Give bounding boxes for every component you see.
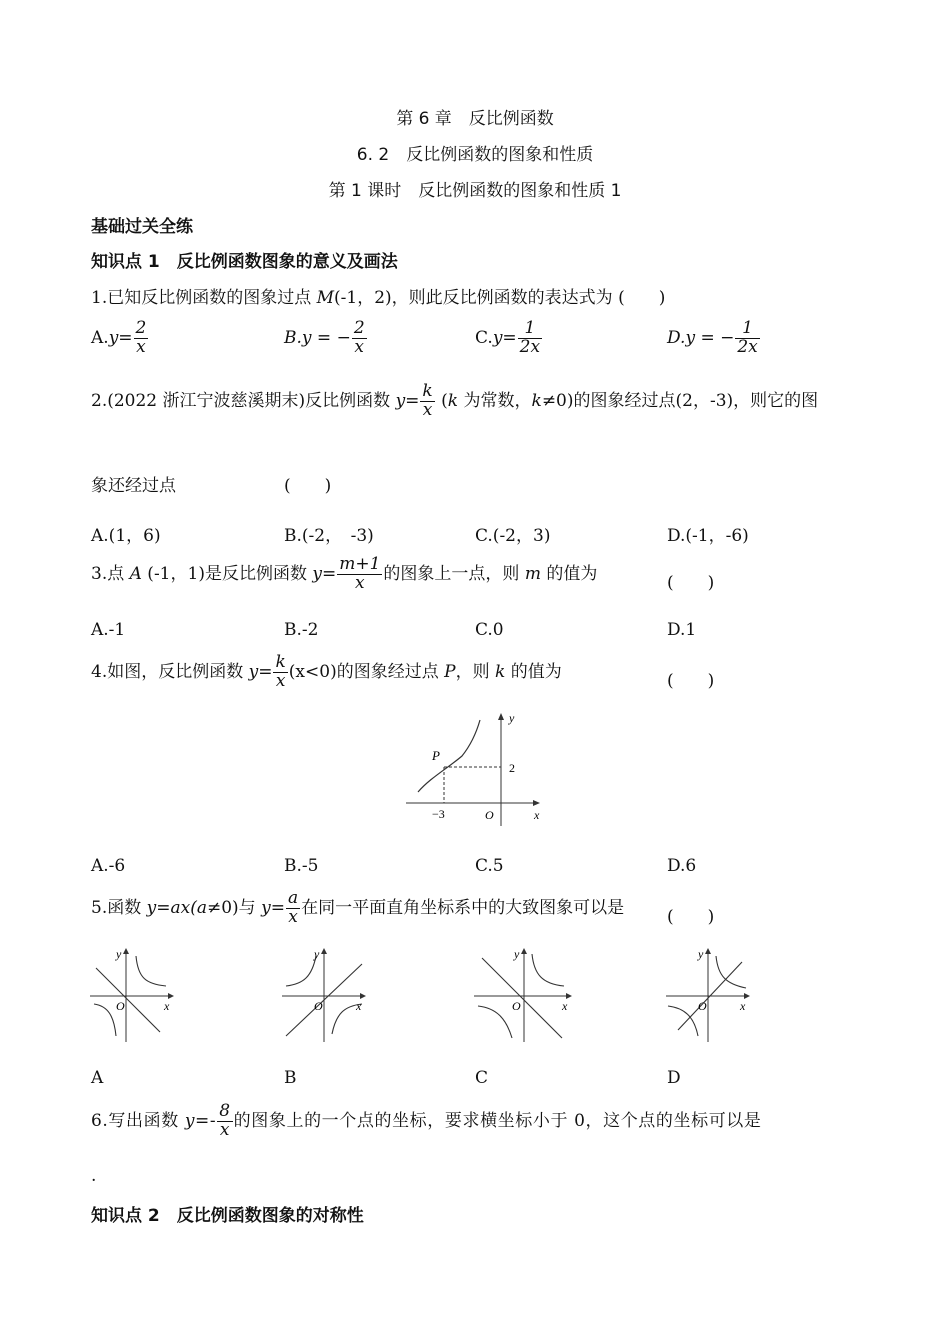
svg-text:y: y — [698, 947, 704, 961]
svg-text:x: x — [164, 999, 170, 1013]
section-heading: 基础过关全练 — [91, 217, 193, 237]
question-5-answer-paren: ( ) — [667, 907, 715, 927]
lesson-title: 第 1 课时 反比例函数的图象和性质 1 — [328, 181, 622, 201]
x-axis-arrow — [533, 800, 540, 806]
q5-option-a-label: A — [91, 1068, 104, 1088]
q2-option-b: B.(-2， -3) — [284, 526, 374, 546]
q4-option-b: B.-5 — [284, 856, 319, 876]
label-y: y — [509, 711, 515, 725]
q3-option-b: B.-2 — [284, 620, 319, 640]
q2-option-c: C.(-2，3) — [475, 526, 551, 546]
question-4: 4.如图，反比例函数 y= $\frac{k}{x}$ (x<0)的图象经过点 P，则 k 的值为 — [91, 652, 562, 691]
q5-graph-b — [280, 944, 376, 1044]
q3-option-a: A.-1 — [91, 620, 126, 640]
question-6-end: . — [91, 1166, 97, 1186]
q4-figure — [400, 706, 560, 830]
q2-option-a: A.(1，6) — [91, 526, 161, 546]
question-2-answer-paren: ( ) — [284, 476, 332, 496]
chapter-title: 第 6 章 反比例函数 — [396, 109, 554, 129]
tick-x: −3 — [432, 807, 445, 821]
svg-text:x: x — [356, 999, 362, 1013]
svg-text:O: O — [512, 999, 521, 1013]
question-4-answer-paren: ( ) — [667, 671, 715, 691]
q3-option-c: C.0 — [475, 620, 504, 640]
svg-text:y: y — [314, 947, 320, 961]
svg-text:O: O — [698, 999, 707, 1013]
q2-option-d: D.(-1，-6) — [667, 526, 749, 546]
svg-text:O: O — [314, 999, 323, 1013]
question-3-answer-paren: ( ) — [667, 573, 715, 593]
label-p: P — [432, 748, 440, 763]
q5-graph-a — [88, 944, 184, 1044]
question-2: 2.(2022 浙江宁波慈溪期末)反比例函数 y= $\frac{k}{x}$ (k 为常数，k≠0)的图象经过点(2，-3)，则它的图 — [91, 381, 819, 420]
svg-text:x: x — [740, 999, 746, 1013]
question-5: 5.函数 y=ax(a≠0)与 y= $\frac{a}{x}$ 在同一平面直角坐标系中的大致图象可以是 — [91, 888, 625, 927]
question-3: 3.点 A (-1，1)是反比例函数 y= $\frac{m+1}{x}$ 的图象上一点，则 m 的值为 — [91, 554, 598, 593]
svg-text:y: y — [116, 947, 122, 961]
section-title: 6. 2 反比例函数的图象和性质 — [356, 145, 594, 165]
question-2-line2: 象还经过点 — [91, 476, 176, 496]
q5-option-c-label: C — [475, 1068, 489, 1088]
question-1: 1.已知反比例函数的图象过点 M(-1，2)，则此反比例函数的表达式为 ( ) — [91, 288, 666, 308]
q4-option-d: D.6 — [667, 856, 697, 876]
knowledge-point-1: 知识点 1 反比例函数图象的意义及画法 — [91, 252, 398, 272]
svg-text:x: x — [562, 999, 568, 1013]
svg-text:y: y — [514, 947, 520, 961]
q1-option-b: B.y = − $\frac{2}{x}$ — [284, 318, 365, 357]
tick-y: 2 — [509, 761, 515, 775]
q5-graph-d — [664, 944, 760, 1044]
q5-option-d-label: D — [667, 1068, 681, 1088]
knowledge-point-2: 知识点 2 反比例函数图象的对称性 — [91, 1206, 364, 1226]
y-axis-arrow — [498, 713, 504, 720]
q1-option-c: C.y= $\frac{1}{2x}$ — [475, 318, 541, 357]
q5-graph-c — [472, 944, 580, 1044]
q4-option-a: A.-6 — [91, 856, 126, 876]
label-o: O — [485, 808, 494, 822]
question-6: 6.写出函数 y=- $\frac{8}{x}$ 的图象上的一个点的坐标，要求横坐标小于 0，这个点的坐标可以是 — [91, 1101, 762, 1140]
svg-text:O: O — [116, 999, 125, 1013]
q3-option-d: D.1 — [667, 620, 697, 640]
q1-option-a: A.y= $\frac{2}{x}$ — [91, 318, 147, 357]
q5-option-b-label: B — [284, 1068, 297, 1088]
label-x: x — [534, 808, 540, 822]
curve — [418, 720, 480, 792]
q1-option-d: D.y = − $\frac{1}{2x}$ — [667, 318, 758, 357]
q4-option-c: C.5 — [475, 856, 504, 876]
